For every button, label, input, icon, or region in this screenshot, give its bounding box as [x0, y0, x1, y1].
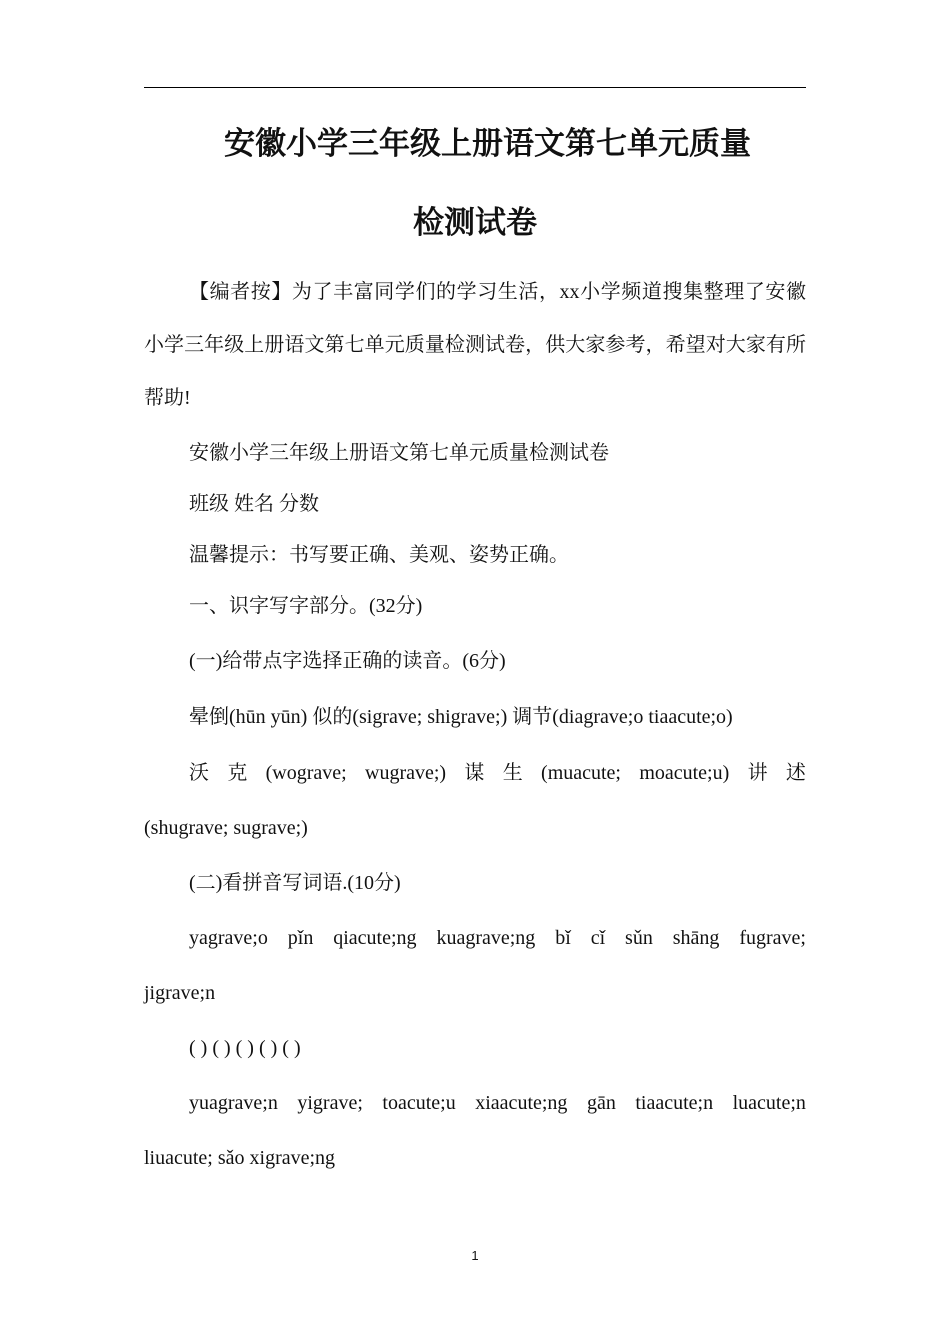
section-1-heading: 一、识字写字部分。(32分)	[189, 595, 423, 617]
pinyin-token: gān	[586, 1092, 616, 1114]
part-1-row-1: 晕倒(hūn yūn) 似的(sigrave; shigrave;) 调节(diagrave;o tiaacute;o)	[189, 706, 733, 728]
header-rule	[144, 87, 806, 88]
token: 沃	[189, 762, 209, 784]
tip: 温馨提示：书写要正确、美观、姿势正确。	[189, 544, 569, 566]
pinyin-token: sǔn	[625, 927, 653, 949]
pinyin-token: pǐn	[287, 927, 314, 949]
editor-note: 【编者按】为了丰富同学们的学习生活，xx小学频道搜集整理了安徽小学三年级上册语文第七单元质量检测试卷，供大家参考，希望对大家有所帮助!	[144, 281, 806, 409]
pinyin-token: yigrave;	[297, 1092, 363, 1114]
subtitle: 安徽小学三年级上册语文第七单元质量检测试卷	[189, 442, 609, 464]
pinyin-token: bǐ	[555, 927, 571, 949]
token: 述	[785, 762, 806, 784]
pinyin-token: tiaacute;n	[635, 1092, 714, 1114]
pinyin-row-1	[144, 923, 806, 953]
token: (muacute;	[541, 762, 621, 784]
fields-line: 班级 姓名 分数	[189, 493, 319, 515]
token: 谋	[464, 762, 485, 784]
token: (wograve;	[265, 762, 347, 784]
pinyin-token: cǐ	[590, 927, 606, 949]
answer-blanks: ( ) ( ) ( ) ( ) ( )	[189, 1037, 301, 1059]
token: 生	[502, 762, 523, 784]
pinyin-token: qiacute;ng	[333, 927, 417, 949]
part-1-row-2	[144, 758, 806, 788]
title-line-2: 检测试卷	[413, 205, 537, 241]
pinyin-token: toacute;u	[382, 1092, 456, 1114]
pinyin-row-2-continued: liuacute; sǎo xigrave;ng	[144, 1147, 336, 1169]
pinyin-token: fugrave;	[739, 927, 806, 949]
page-number: 1	[471, 1248, 479, 1263]
title-line-1: 安徽小学三年级上册语文第七单元质量	[224, 126, 751, 162]
pinyin-row-1-continued: jigrave;n	[144, 982, 216, 1004]
pinyin-row-2	[144, 1088, 806, 1118]
pinyin-token: yagrave;o	[189, 927, 268, 949]
token: 克	[227, 762, 248, 784]
pinyin-token: shāng	[672, 927, 720, 949]
token: 讲	[747, 762, 768, 784]
pinyin-token: luacute;n	[732, 1092, 806, 1114]
part-1-heading: (一)给带点字选择正确的读音。(6分)	[189, 650, 506, 672]
pinyin-token: kuagrave;ng	[436, 927, 536, 949]
part-1-row-2-continued: (shugrave; sugrave;)	[144, 817, 308, 839]
pinyin-token: yuagrave;n	[189, 1092, 278, 1114]
token: wugrave;)	[365, 762, 447, 784]
pinyin-token: xiaacute;ng	[475, 1092, 568, 1114]
token: moacute;u)	[639, 762, 730, 784]
part-2-heading: (二)看拼音写词语.(10分)	[189, 872, 401, 894]
